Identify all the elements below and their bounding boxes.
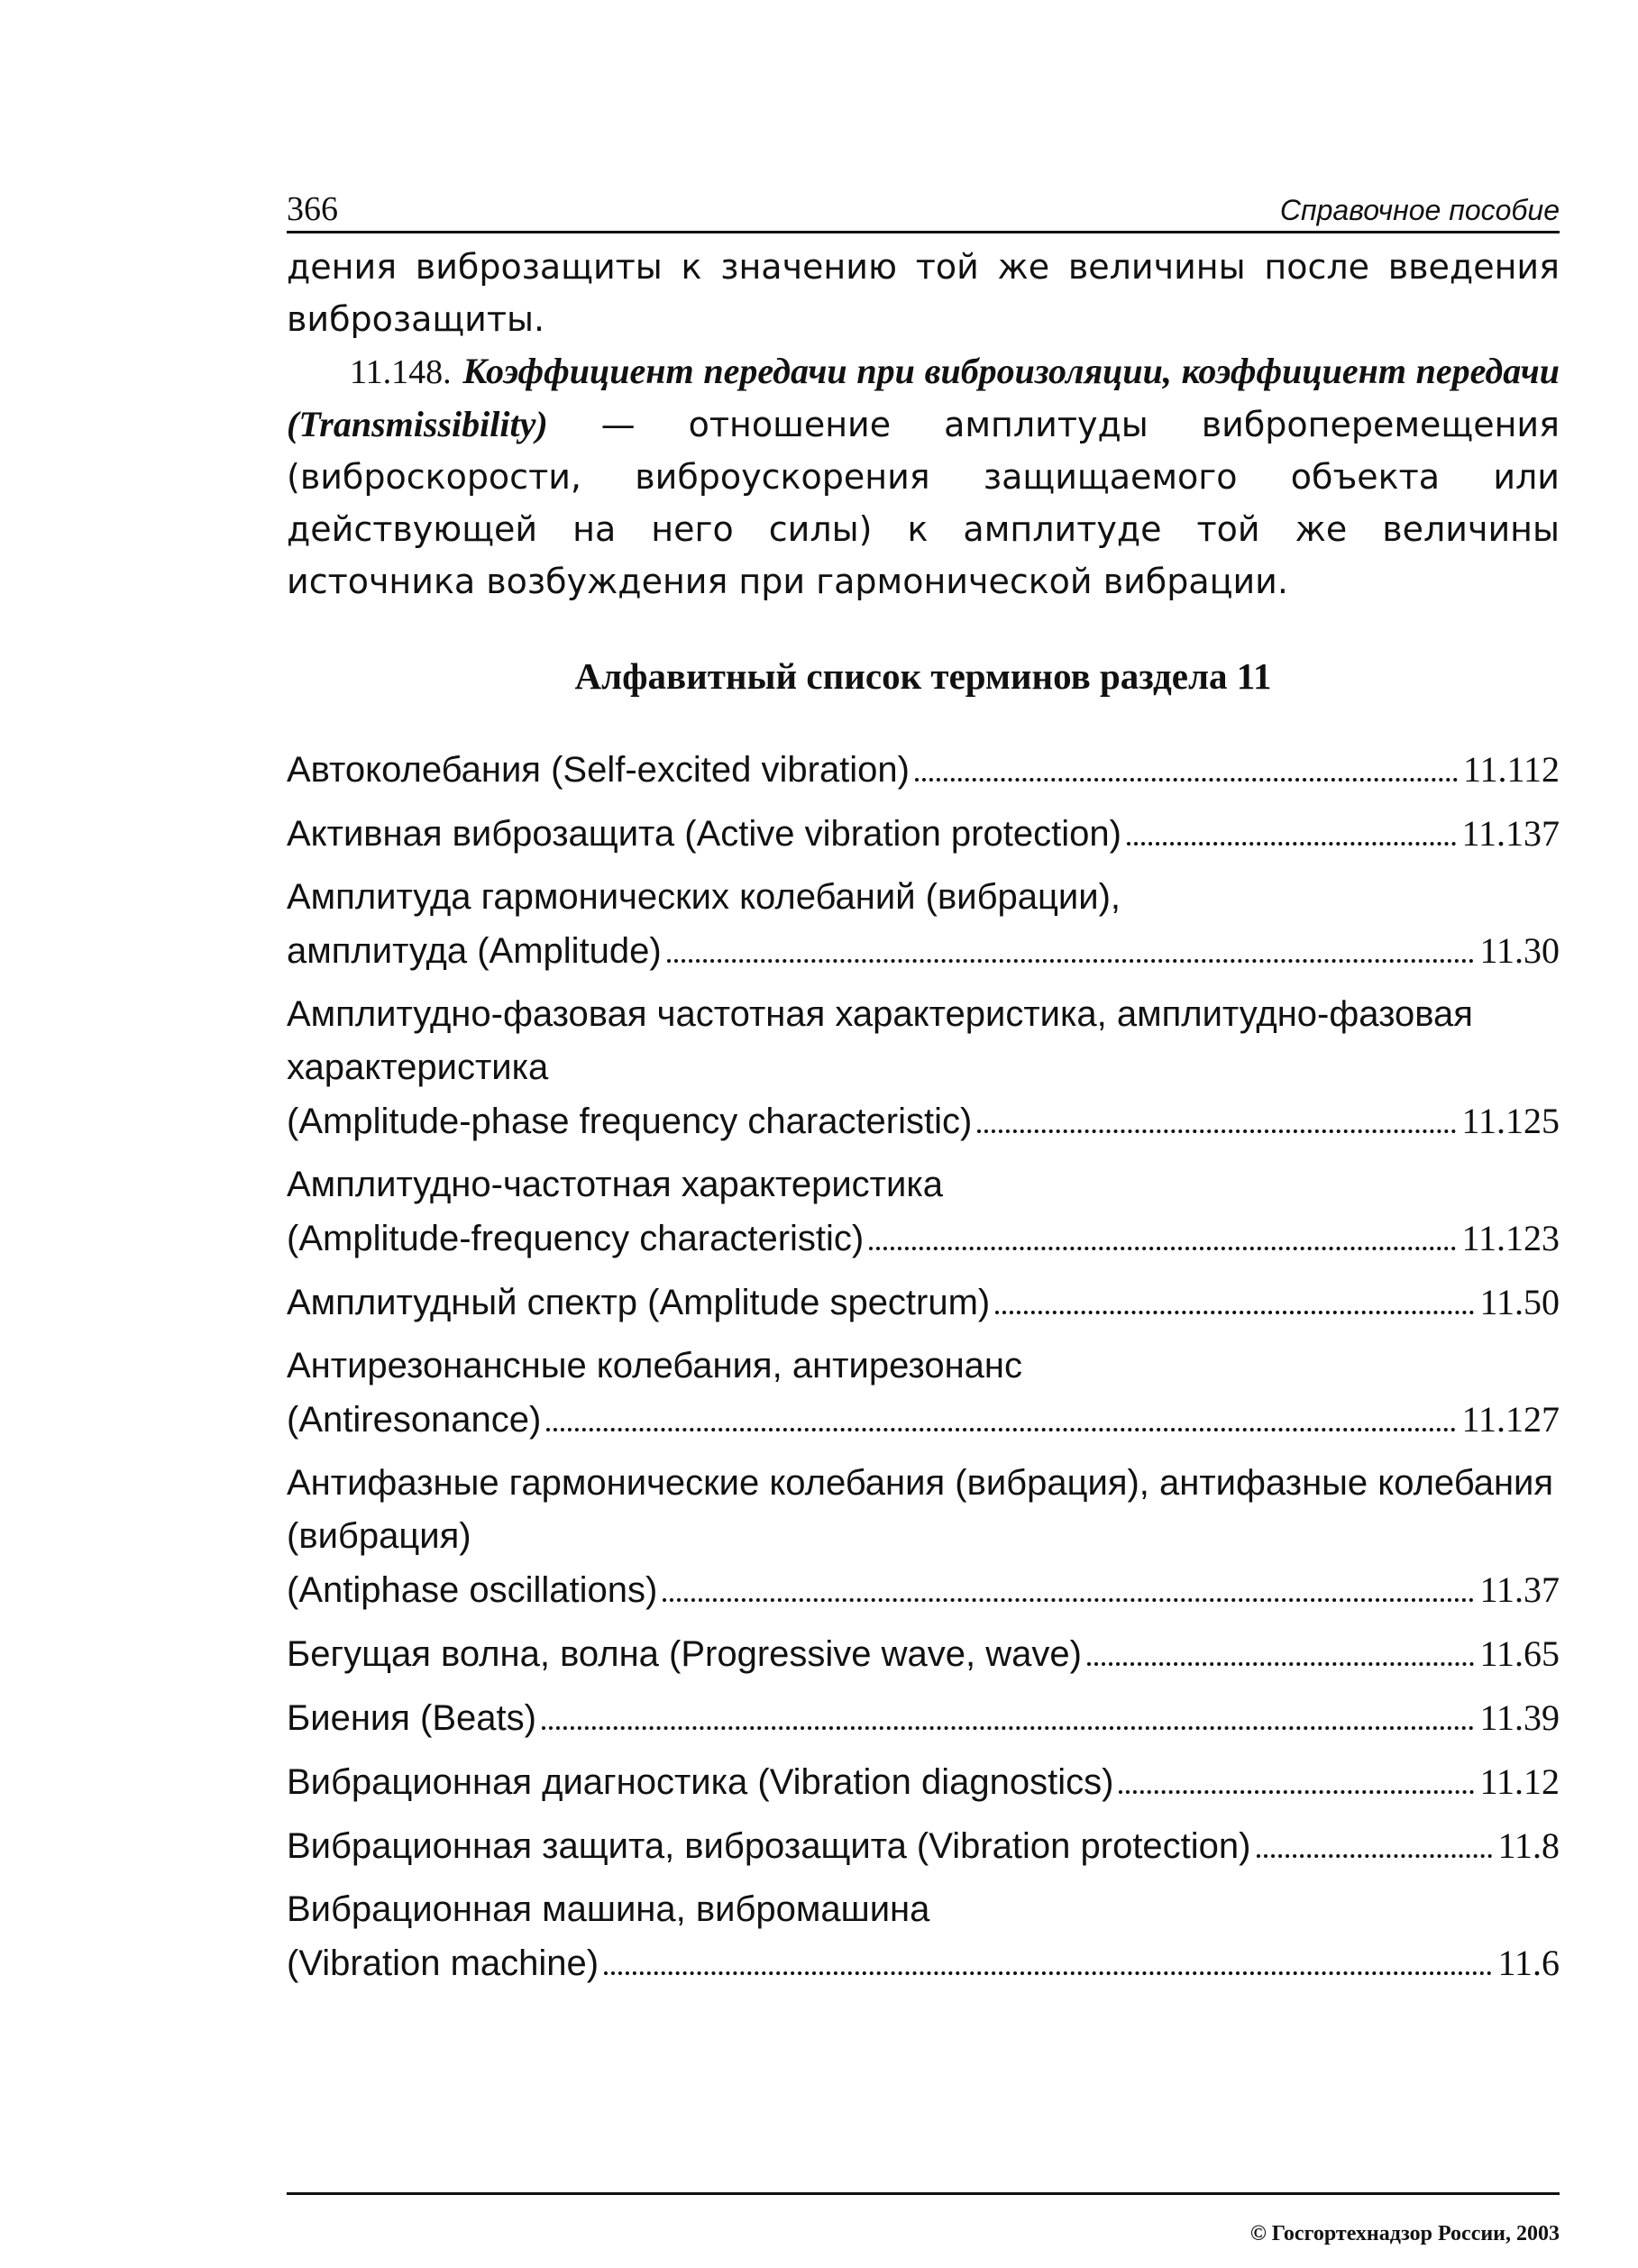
page-footer [287, 2192, 1560, 2246]
index-entry [287, 743, 1560, 797]
index-entry-line [287, 1393, 1560, 1447]
index-entry-line [287, 1276, 1560, 1330]
dot-leader [915, 778, 1458, 782]
index-entry-ref: 11.123 [1461, 1218, 1560, 1258]
index-entry-pre-text: Амплитуда гармонических колебаний (вибрации), [287, 877, 1121, 917]
index-entry-label: (Amplitude-phase frequency characteristic) [287, 1102, 973, 1141]
index-entry-pre-text: Амплитудно-фазовая частотная характеристика, амплитудно-фазовая характеристика [287, 994, 1473, 1087]
dot-leader [1257, 1854, 1493, 1858]
index-entry [287, 1819, 1560, 1873]
document-page [287, 180, 1560, 2245]
index-entry-ref: 11.137 [1461, 813, 1560, 854]
dot-leader [1119, 1790, 1474, 1794]
index-entry-label: амплитуда (Amplitude) [287, 931, 662, 971]
index-entry [287, 1276, 1560, 1330]
page-number: 366 [287, 190, 338, 228]
dot-leader [1127, 842, 1457, 846]
index-entry-line [287, 1819, 1560, 1873]
index-entry [287, 1457, 1560, 1617]
index-entry-label: Бегущая волна, волна (Progressive wave, wave) [287, 1634, 1082, 1674]
dot-leader [977, 1129, 1456, 1133]
continuation-paragraph: дения виброзащиты к значению той же величины после введения виброзащиты. [287, 247, 1560, 339]
term-number: 11.148. [350, 353, 452, 391]
index-entry-ref: 11.30 [1479, 930, 1560, 971]
index-entry-ref: 11.127 [1461, 1399, 1560, 1440]
index-entry-line [287, 1627, 1560, 1681]
index-entry-line [287, 1936, 1560, 1990]
copyright-notice: © Госгортехнадзор России, 2003 [1249, 2222, 1560, 2245]
index-entry-ref: 11.39 [1479, 1697, 1560, 1738]
index-entry-ref: 11.6 [1497, 1943, 1560, 1983]
index-entry-line [287, 1691, 1560, 1745]
index-entry [287, 1883, 1560, 1990]
index-entry-line [287, 1563, 1560, 1617]
section-heading: Алфавитный список терминов раздела 11 [574, 655, 1272, 697]
index-entry-line [287, 924, 1560, 978]
index-entry-label: (Amplitude-frequency characteristic) [287, 1219, 865, 1258]
index-entry-label: Вибрационная диагностика (Vibration diagnostics) [287, 1762, 1114, 1802]
index-entry [287, 1158, 1560, 1266]
dot-leader [869, 1247, 1456, 1250]
index-entry-ref: 11.50 [1479, 1282, 1560, 1322]
running-title: Справочное пособие [1279, 194, 1560, 226]
dot-leader [546, 1428, 1456, 1431]
term-entry [287, 345, 1560, 608]
index-entry-label: Автоколебания (Self-excited vibration) [287, 750, 910, 790]
index-entry-label: (Antiphase oscillations) [287, 1570, 658, 1610]
index-entry [287, 871, 1560, 978]
index-entry [287, 1691, 1560, 1745]
index-entry [287, 1340, 1560, 1447]
index-entry-ref: 11.37 [1479, 1569, 1560, 1610]
index-entry [287, 1627, 1560, 1681]
term-title: Коэффициент передачи при виброизоляции, коэффициент передачи (Transmissibility) [287, 351, 1560, 444]
body-text [287, 241, 1560, 608]
index-entry-line [287, 743, 1560, 797]
index-entry-line [287, 1755, 1560, 1809]
index-entry-line [287, 1212, 1560, 1266]
term-definition: — отношение амплитуды виброперемещения (виброскорости, виброускорения защищаемого объекта или действующей на него силы) к амплитуде той же величины источника возбуждения при гармонической вибрации. [287, 405, 1560, 601]
index-entry [287, 988, 1560, 1148]
dot-leader [542, 1726, 1475, 1730]
index-entry-pre-text: Антирезонансные колебания, антирезонанс [287, 1346, 1022, 1385]
index-entry-label: Активная виброзащита (Active vibration protection) [287, 814, 1121, 854]
index-entry-pre-text: Вибрационная машина, вибромашина [287, 1889, 930, 1929]
index-entry-pre-text: Амплитудно-частотная характеристика [287, 1165, 943, 1204]
dot-leader [995, 1311, 1474, 1314]
dot-leader [667, 959, 1475, 963]
index-entry-ref: 11.125 [1461, 1101, 1560, 1141]
dot-leader [1087, 1662, 1475, 1666]
index-entry-ref: 11.12 [1479, 1761, 1560, 1802]
dot-leader [604, 1971, 1492, 1975]
index-entry [287, 807, 1560, 861]
index-entry-ref: 11.8 [1497, 1825, 1560, 1866]
dot-leader [663, 1598, 1474, 1602]
index-entry-label: Биения (Beats) [287, 1698, 536, 1738]
index-entry-ref: 11.112 [1462, 749, 1560, 790]
index-entry-line [287, 1094, 1560, 1148]
index-entry-label: Вибрационная защита, виброзащита (Vibration protection) [287, 1826, 1251, 1866]
index-entry-ref: 11.65 [1479, 1633, 1560, 1674]
term-index-list [287, 743, 1560, 1990]
page-header [287, 180, 1560, 233]
index-entry-label: Амплитудный спектр (Amplitude spectrum) [287, 1283, 991, 1322]
index-entry-pre-text: Антифазные гармонические колебания (вибрация), антифазные колебания (вибрация) [287, 1463, 1554, 1556]
index-entry-line [287, 807, 1560, 861]
index-entry [287, 1755, 1560, 1809]
index-entry-label: (Antiresonance) [287, 1400, 542, 1440]
index-entry-label: (Vibration machine) [287, 1943, 599, 1983]
